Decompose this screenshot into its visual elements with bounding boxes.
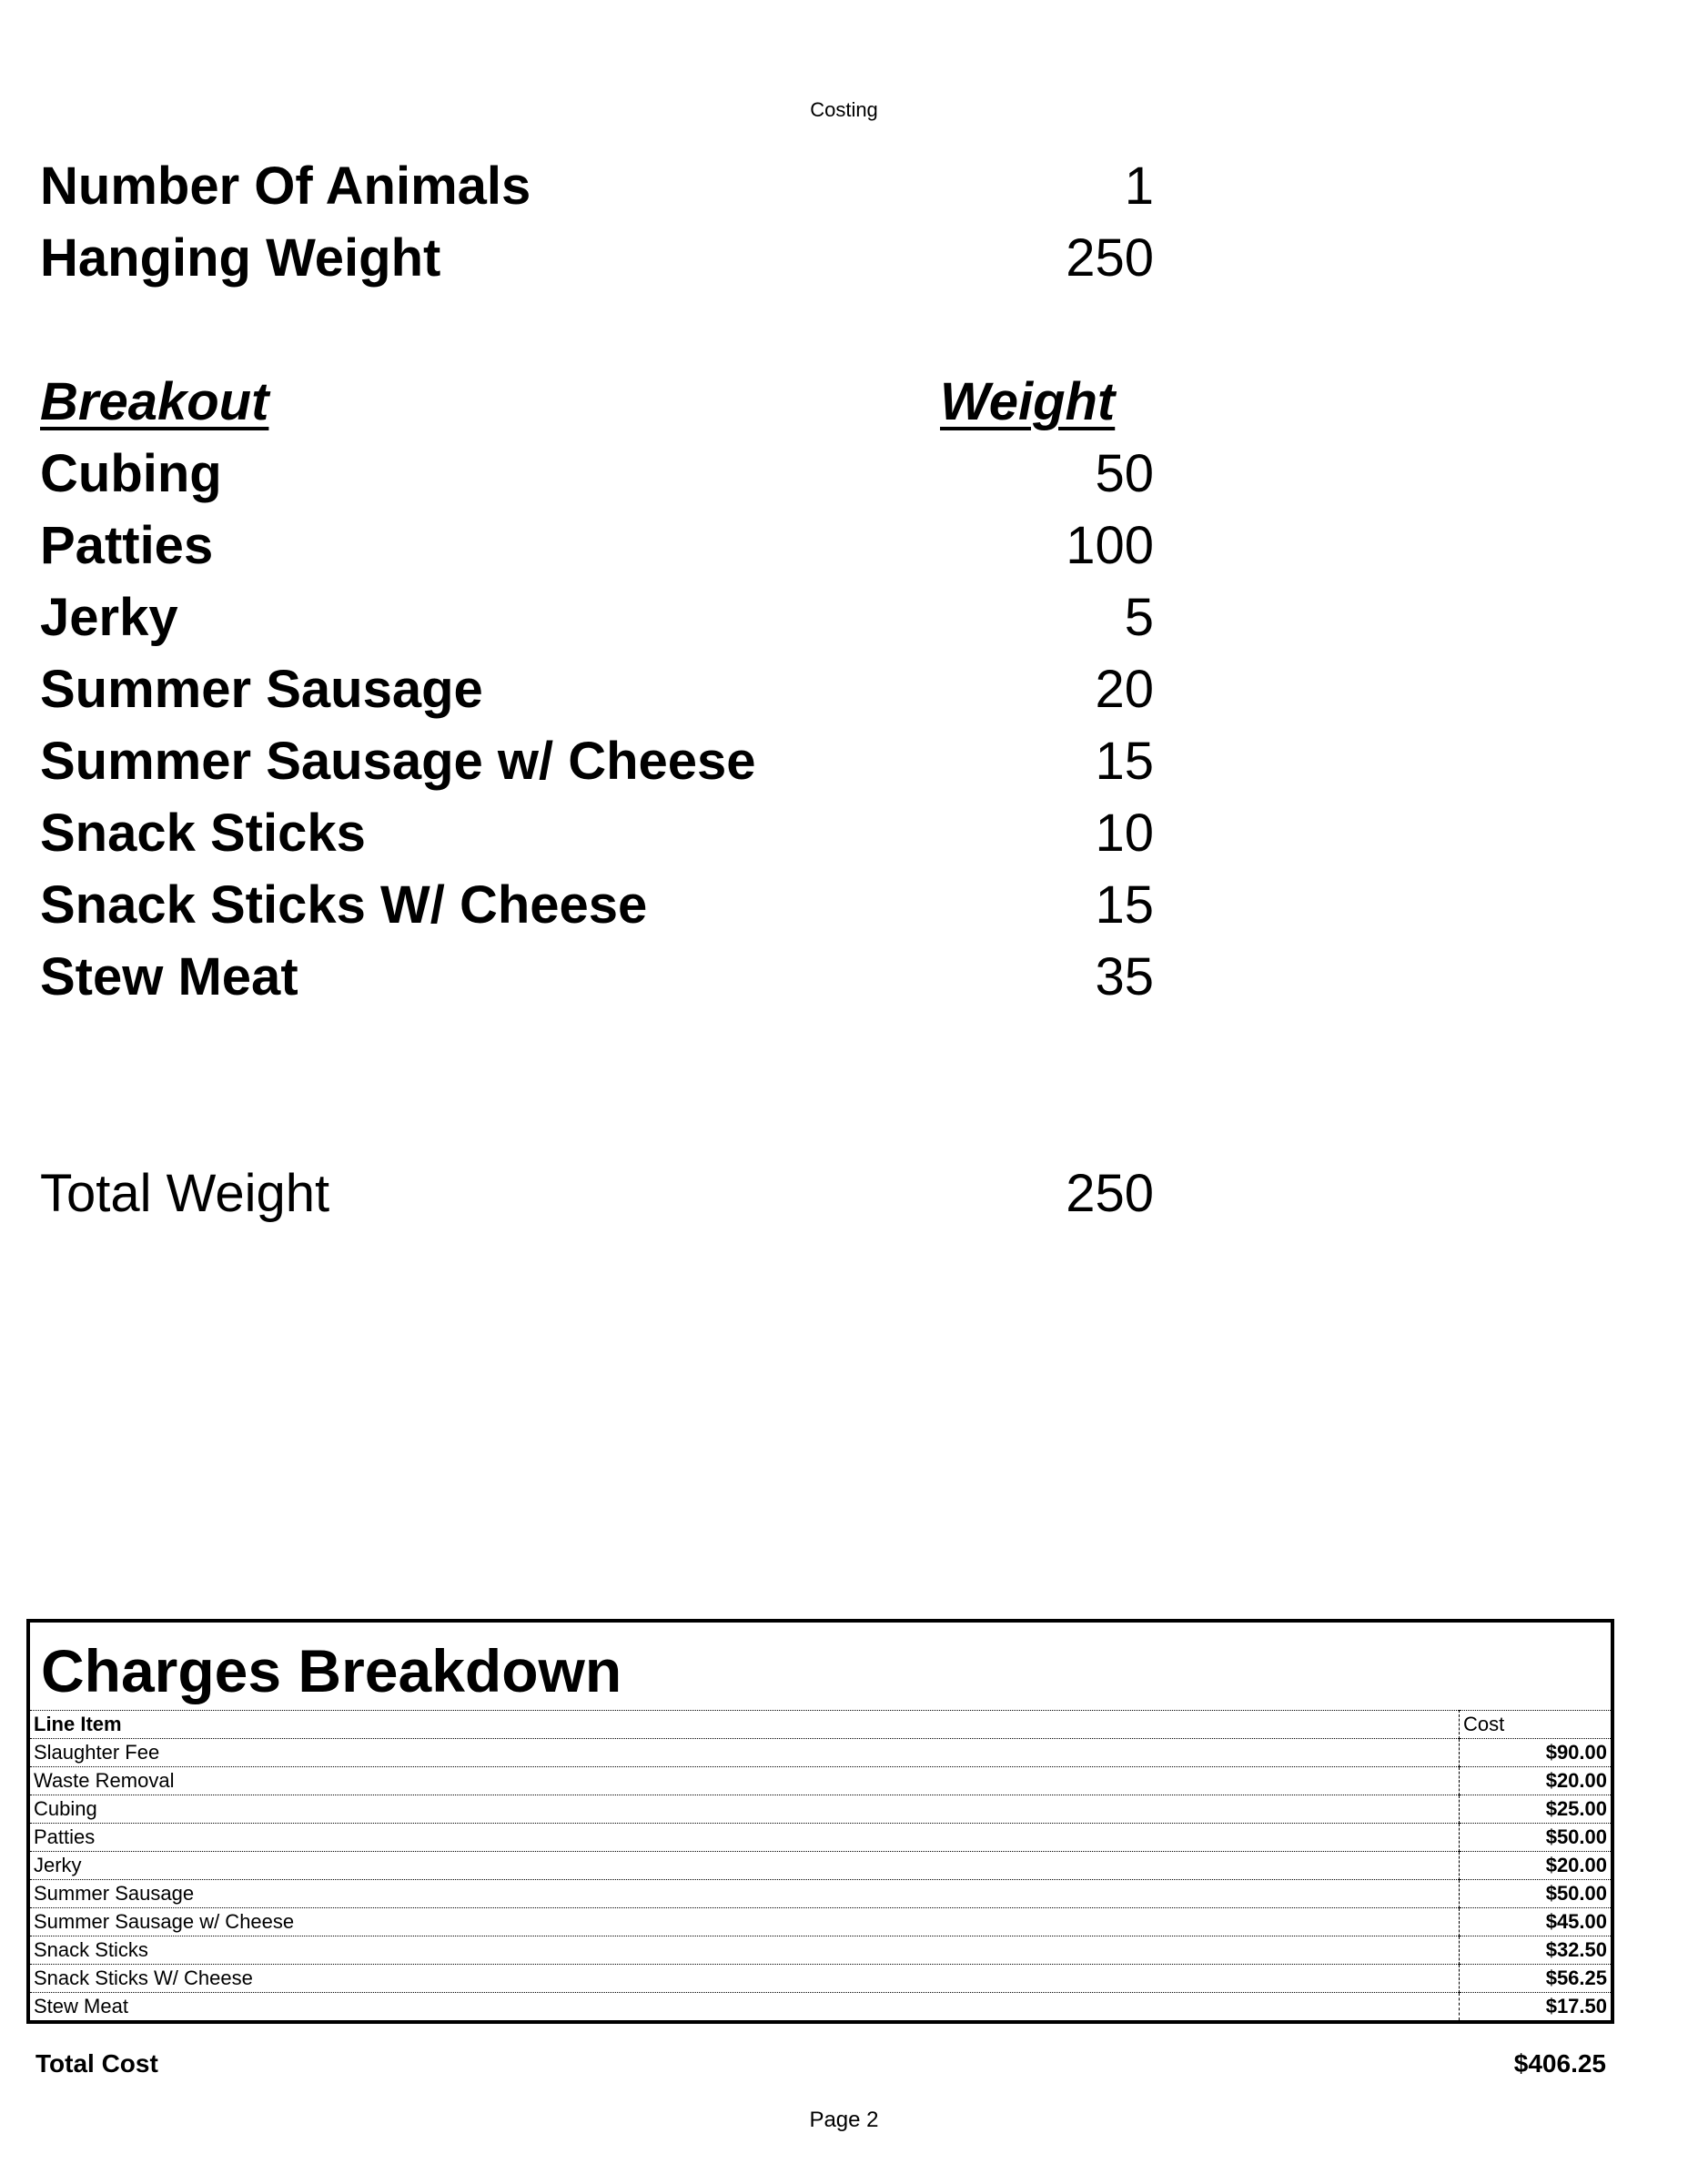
table-row	[30, 1767, 1611, 1795]
total-weight-value: 250	[1066, 1164, 1154, 1223]
breakout-item-label: Summer Sausage	[40, 660, 483, 719]
breakout-item-weight: 15	[1095, 875, 1154, 935]
breakout-heading: Breakout	[40, 372, 269, 431]
animals-value: 1	[1124, 157, 1154, 216]
breakout-item-label: Summer Sausage w/ Cheese	[40, 732, 756, 791]
breakout-item-label: Stew Meat	[40, 947, 298, 1006]
breakout-item-label: Snack Sticks W/ Cheese	[40, 875, 648, 935]
charges-title: Charges Breakdown	[41, 1637, 622, 1704]
cost-cell: $45.00	[1460, 1908, 1612, 1936]
column-header-cost: Cost	[1460, 1711, 1612, 1739]
page-header-title: Costing	[810, 98, 878, 121]
weight-heading: Weight	[940, 372, 1116, 431]
line-item-cell: Snack Sticks W/ Cheese	[30, 1965, 1460, 1993]
table-row	[30, 1965, 1611, 1993]
breakout-item-label: Snack Sticks	[40, 804, 366, 863]
page-number: Page 2	[809, 2108, 879, 2132]
table-row	[30, 1908, 1611, 1936]
cost-cell: $20.00	[1460, 1767, 1612, 1795]
charges-table-header	[30, 1711, 1611, 1739]
line-item-cell: Summer Sausage w/ Cheese	[30, 1908, 1460, 1936]
table-row	[30, 1739, 1611, 1767]
hanging-weight-label: Hanging Weight	[40, 228, 441, 288]
line-item-cell: Slaughter Fee	[30, 1739, 1460, 1767]
total-cost-value: $406.25	[1513, 2049, 1606, 2078]
breakout-item-weight: 35	[1095, 947, 1154, 1006]
cost-cell: $90.00	[1460, 1739, 1612, 1767]
hanging-weight-value: 250	[1066, 228, 1154, 288]
breakout-item-weight: 20	[1095, 660, 1154, 719]
line-item-cell: Cubing	[30, 1795, 1460, 1824]
breakout-item-label: Jerky	[40, 588, 178, 647]
cost-cell: $17.50	[1460, 1993, 1612, 2021]
breakout-item-weight: 100	[1066, 516, 1154, 575]
breakout-item-weight: 15	[1095, 732, 1154, 791]
table-row	[30, 1880, 1611, 1908]
line-item-cell: Summer Sausage	[30, 1880, 1460, 1908]
table-row	[30, 1824, 1611, 1852]
breakout-item-label: Patties	[40, 516, 214, 575]
breakout-item-label: Cubing	[40, 444, 222, 503]
table-row	[30, 1795, 1611, 1824]
cost-cell: $50.00	[1460, 1880, 1612, 1908]
charges-breakdown-panel	[26, 1619, 1614, 2024]
cost-cell: $25.00	[1460, 1795, 1612, 1824]
cost-cell: $56.25	[1460, 1965, 1612, 1993]
line-item-cell: Waste Removal	[30, 1767, 1460, 1795]
line-item-cell: Stew Meat	[30, 1993, 1460, 2021]
charges-table	[30, 1710, 1611, 2020]
total-weight-label: Total Weight	[40, 1164, 330, 1223]
column-header-line-item: Line Item	[30, 1711, 1460, 1739]
animals-label: Number Of Animals	[40, 157, 531, 216]
table-row	[30, 1936, 1611, 1965]
table-row	[30, 1852, 1611, 1880]
cost-cell: $20.00	[1460, 1852, 1612, 1880]
cost-cell: $32.50	[1460, 1936, 1612, 1965]
breakout-item-weight: 5	[1124, 588, 1154, 647]
line-item-cell: Patties	[30, 1824, 1460, 1852]
cost-cell: $50.00	[1460, 1824, 1612, 1852]
total-cost-label: Total Cost	[35, 2049, 158, 2078]
breakout-item-weight: 50	[1095, 444, 1154, 503]
line-item-cell: Jerky	[30, 1852, 1460, 1880]
line-item-cell: Snack Sticks	[30, 1936, 1460, 1965]
breakout-item-weight: 10	[1095, 804, 1154, 863]
table-row	[30, 1993, 1611, 2021]
